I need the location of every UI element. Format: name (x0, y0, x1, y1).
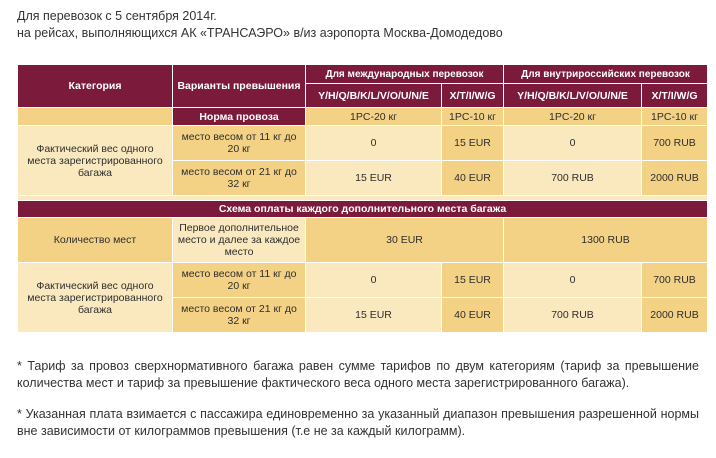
norm-dom-x: 1PC-10 кг (642, 108, 708, 126)
norm-intl-x: 1PC-10 кг (442, 108, 504, 126)
section1-row2-dom-x: 2000 RUB (642, 161, 708, 196)
norm-intl-y: 1PC-20 кг (306, 108, 442, 126)
section2-count-intl: 30 EUR (306, 218, 504, 263)
page-header (17, 8, 503, 42)
norm-empty-cell (18, 108, 173, 126)
header-international: Для международных перевозок (306, 65, 504, 84)
section2-row1-variant: место весом от 11 кг до 20 кг (173, 263, 306, 298)
section2-category: Фактический вес одного места зарегистрированного багажа (18, 263, 173, 333)
intl-class-y: Y/H/Q/B/K/L/V/O/U/N/E (306, 84, 442, 108)
section1-row2-variant: место весом от 21 кг до 32 кг (173, 161, 306, 196)
footnote-one-time-fee: * Указанная плата взимается с пассажира единовременно за указанный диапазон превышения разрешенной нормы вне зависимости от килограммов превышения (т.е не за каждый килограмм). (17, 407, 699, 438)
dom-class-y: Y/H/Q/B/K/L/V/O/U/N/E (504, 84, 642, 108)
section1-row2-dom-y: 700 RUB (504, 161, 642, 196)
norm-label: Норма провоза (173, 108, 306, 126)
intl-class-x: X/T/I/W/G (442, 84, 504, 108)
section1-row2-intl-y: 15 EUR (306, 161, 442, 196)
section2-row2-variant: место весом от 21 кг до 32 кг (173, 298, 306, 333)
section2-row1-intl-y: 0 (306, 263, 442, 298)
section2-row1-intl-x: 15 EUR (442, 263, 504, 298)
header-route-line: на рейсах, выполняющихся АК «ТРАНСАЭРО» в/из аэропорта Москва-Домодедово (17, 26, 503, 40)
footnotes (17, 358, 699, 454)
section2-count-category: Количество мест (18, 218, 173, 263)
baggage-tariff-table (17, 64, 708, 333)
section1-row1-dom-x: 700 RUB (642, 126, 708, 161)
section2-count-variant: Первое дополнительное место и далее за каждое место (173, 218, 306, 263)
section1-row2-intl-x: 40 EUR (442, 161, 504, 196)
header-category: Категория (18, 65, 173, 108)
footnote-total-tariff: * Тариф за провоз сверхнормативного багажа равен сумме тарифов по двум категориям (тариф за превышение количества мест и тариф за превышение фактического веса одного места зарегистрированного багажа). (17, 359, 699, 390)
section2-row1-dom-x: 700 RUB (642, 263, 708, 298)
header-variants: Варианты превышения (173, 65, 306, 108)
section2-row2-intl-y: 15 EUR (306, 298, 442, 333)
section2-row2-dom-y: 700 RUB (504, 298, 642, 333)
section2-row1-dom-y: 0 (504, 263, 642, 298)
section2-row2-dom-x: 2000 RUB (642, 298, 708, 333)
dom-class-x: X/T/I/W/G (642, 84, 708, 108)
section2-title: Схема оплаты каждого дополнительного места багажа (18, 201, 708, 218)
section1-row1-intl-x: 15 EUR (442, 126, 504, 161)
section1-category: Фактический вес одного места зарегистрированного багажа (18, 126, 173, 196)
header-domestic: Для внутрироссийских перевозок (504, 65, 708, 84)
section2-row2-intl-x: 40 EUR (442, 298, 504, 333)
section1-row1-variant: место весом от 11 кг до 20 кг (173, 126, 306, 161)
section1-row1-dom-y: 0 (504, 126, 642, 161)
section2-count-dom: 1300 RUB (504, 218, 708, 263)
section1-row1-intl-y: 0 (306, 126, 442, 161)
norm-dom-y: 1PC-20 кг (504, 108, 642, 126)
header-date-line: Для перевозок с 5 сентября 2014г. (17, 9, 217, 23)
